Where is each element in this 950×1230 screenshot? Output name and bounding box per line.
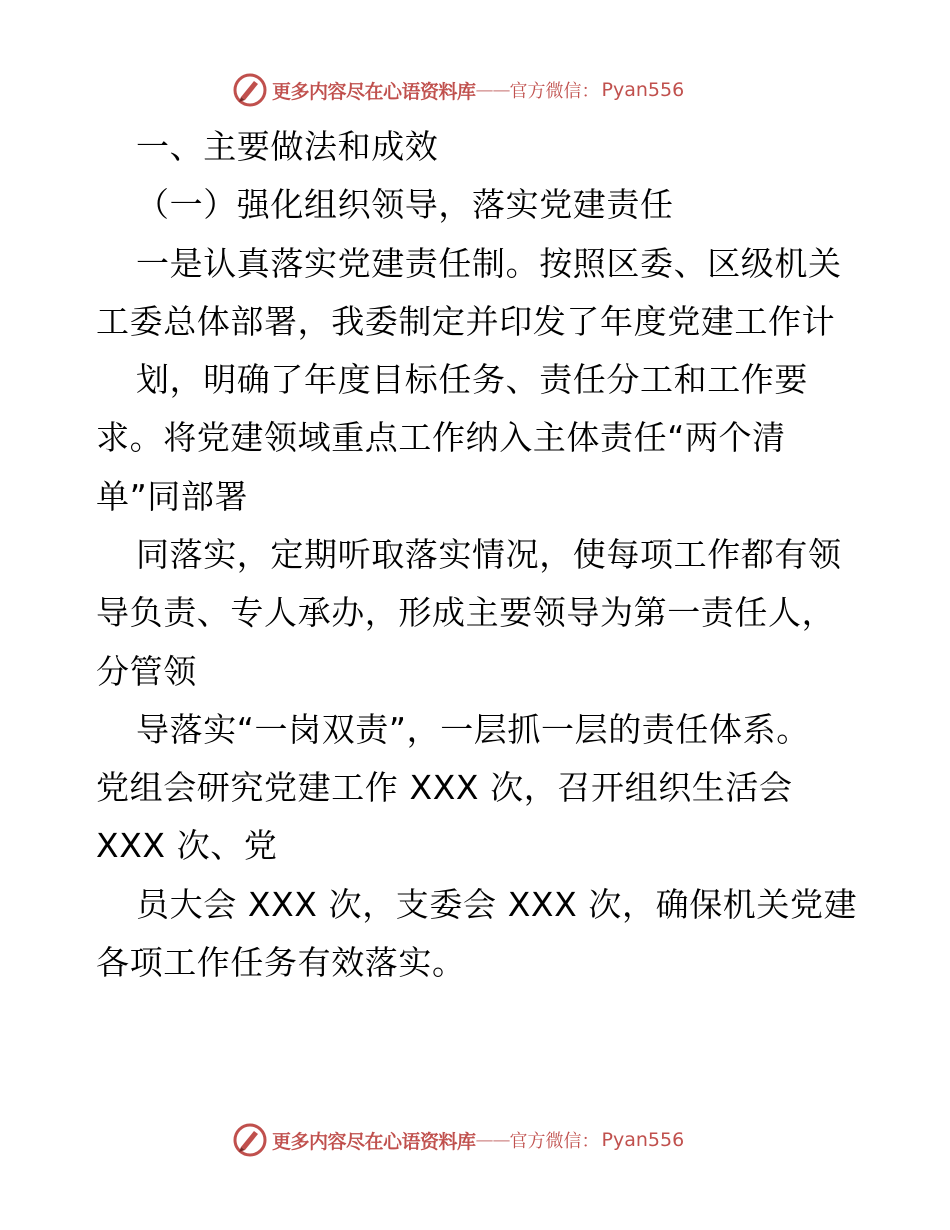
watermark-separator: —— — [475, 1129, 510, 1151]
subsection-heading: （一）强化组织领导，落实党建责任 — [136, 185, 674, 224]
watermark-text: 更多内容尽在心语资料库 — [272, 1130, 476, 1153]
paragraph-line: 求。将党建领域重点工作纳入主体责任“两个清 — [96, 418, 786, 457]
paragraph-line: 一是认真落实党建责任制。按照区委、区级机关 — [136, 244, 842, 283]
paragraph-line: 各项工作任务有效落实。 — [96, 943, 466, 982]
watermark-text: 更多内容尽在心语资料库 — [272, 80, 476, 103]
section-heading: 一、主要做法和成效 — [136, 127, 439, 166]
paragraph-line: 划，明确了年度目标任务、责任分工和工作要 — [136, 360, 808, 399]
paragraph-line: 员大会 XXX 次，支委会 XXX 次，确保机关党建 — [136, 885, 858, 924]
logo-pen-circle-icon — [232, 72, 268, 108]
header-watermark — [232, 72, 732, 108]
watermark-wechat-id: Pyan556 — [601, 79, 685, 101]
paragraph-line: 工委总体部署，我委制定并印发了年度党建工作计 — [96, 302, 836, 341]
watermark-wechat-label: 官方微信： — [509, 81, 600, 102]
footer-watermark — [232, 1122, 732, 1158]
paragraph-line: XXX 次、党 — [96, 826, 278, 865]
logo-pen-circle-icon — [232, 1122, 268, 1158]
paragraph-line: 同落实，定期听取落实情况，使每项工作都有领 — [136, 535, 842, 574]
paragraph-line: 导落实“一岗双责”，一层抓一层的责任体系。 — [136, 710, 810, 749]
watermark-wechat-id: Pyan556 — [601, 1129, 685, 1151]
paragraph-line: 党组会研究党建工作 XXX 次，召开组织生活会 — [96, 768, 793, 807]
watermark-wechat-label: 官方微信： — [509, 1131, 600, 1152]
paragraph-line: 分管领 — [96, 652, 197, 691]
watermark-separator: —— — [475, 79, 510, 101]
paragraph-line: 导负责、专人承办，形成主要领导为第一责任人， — [96, 593, 836, 632]
paragraph-line: 单”同部署 — [96, 477, 249, 516]
